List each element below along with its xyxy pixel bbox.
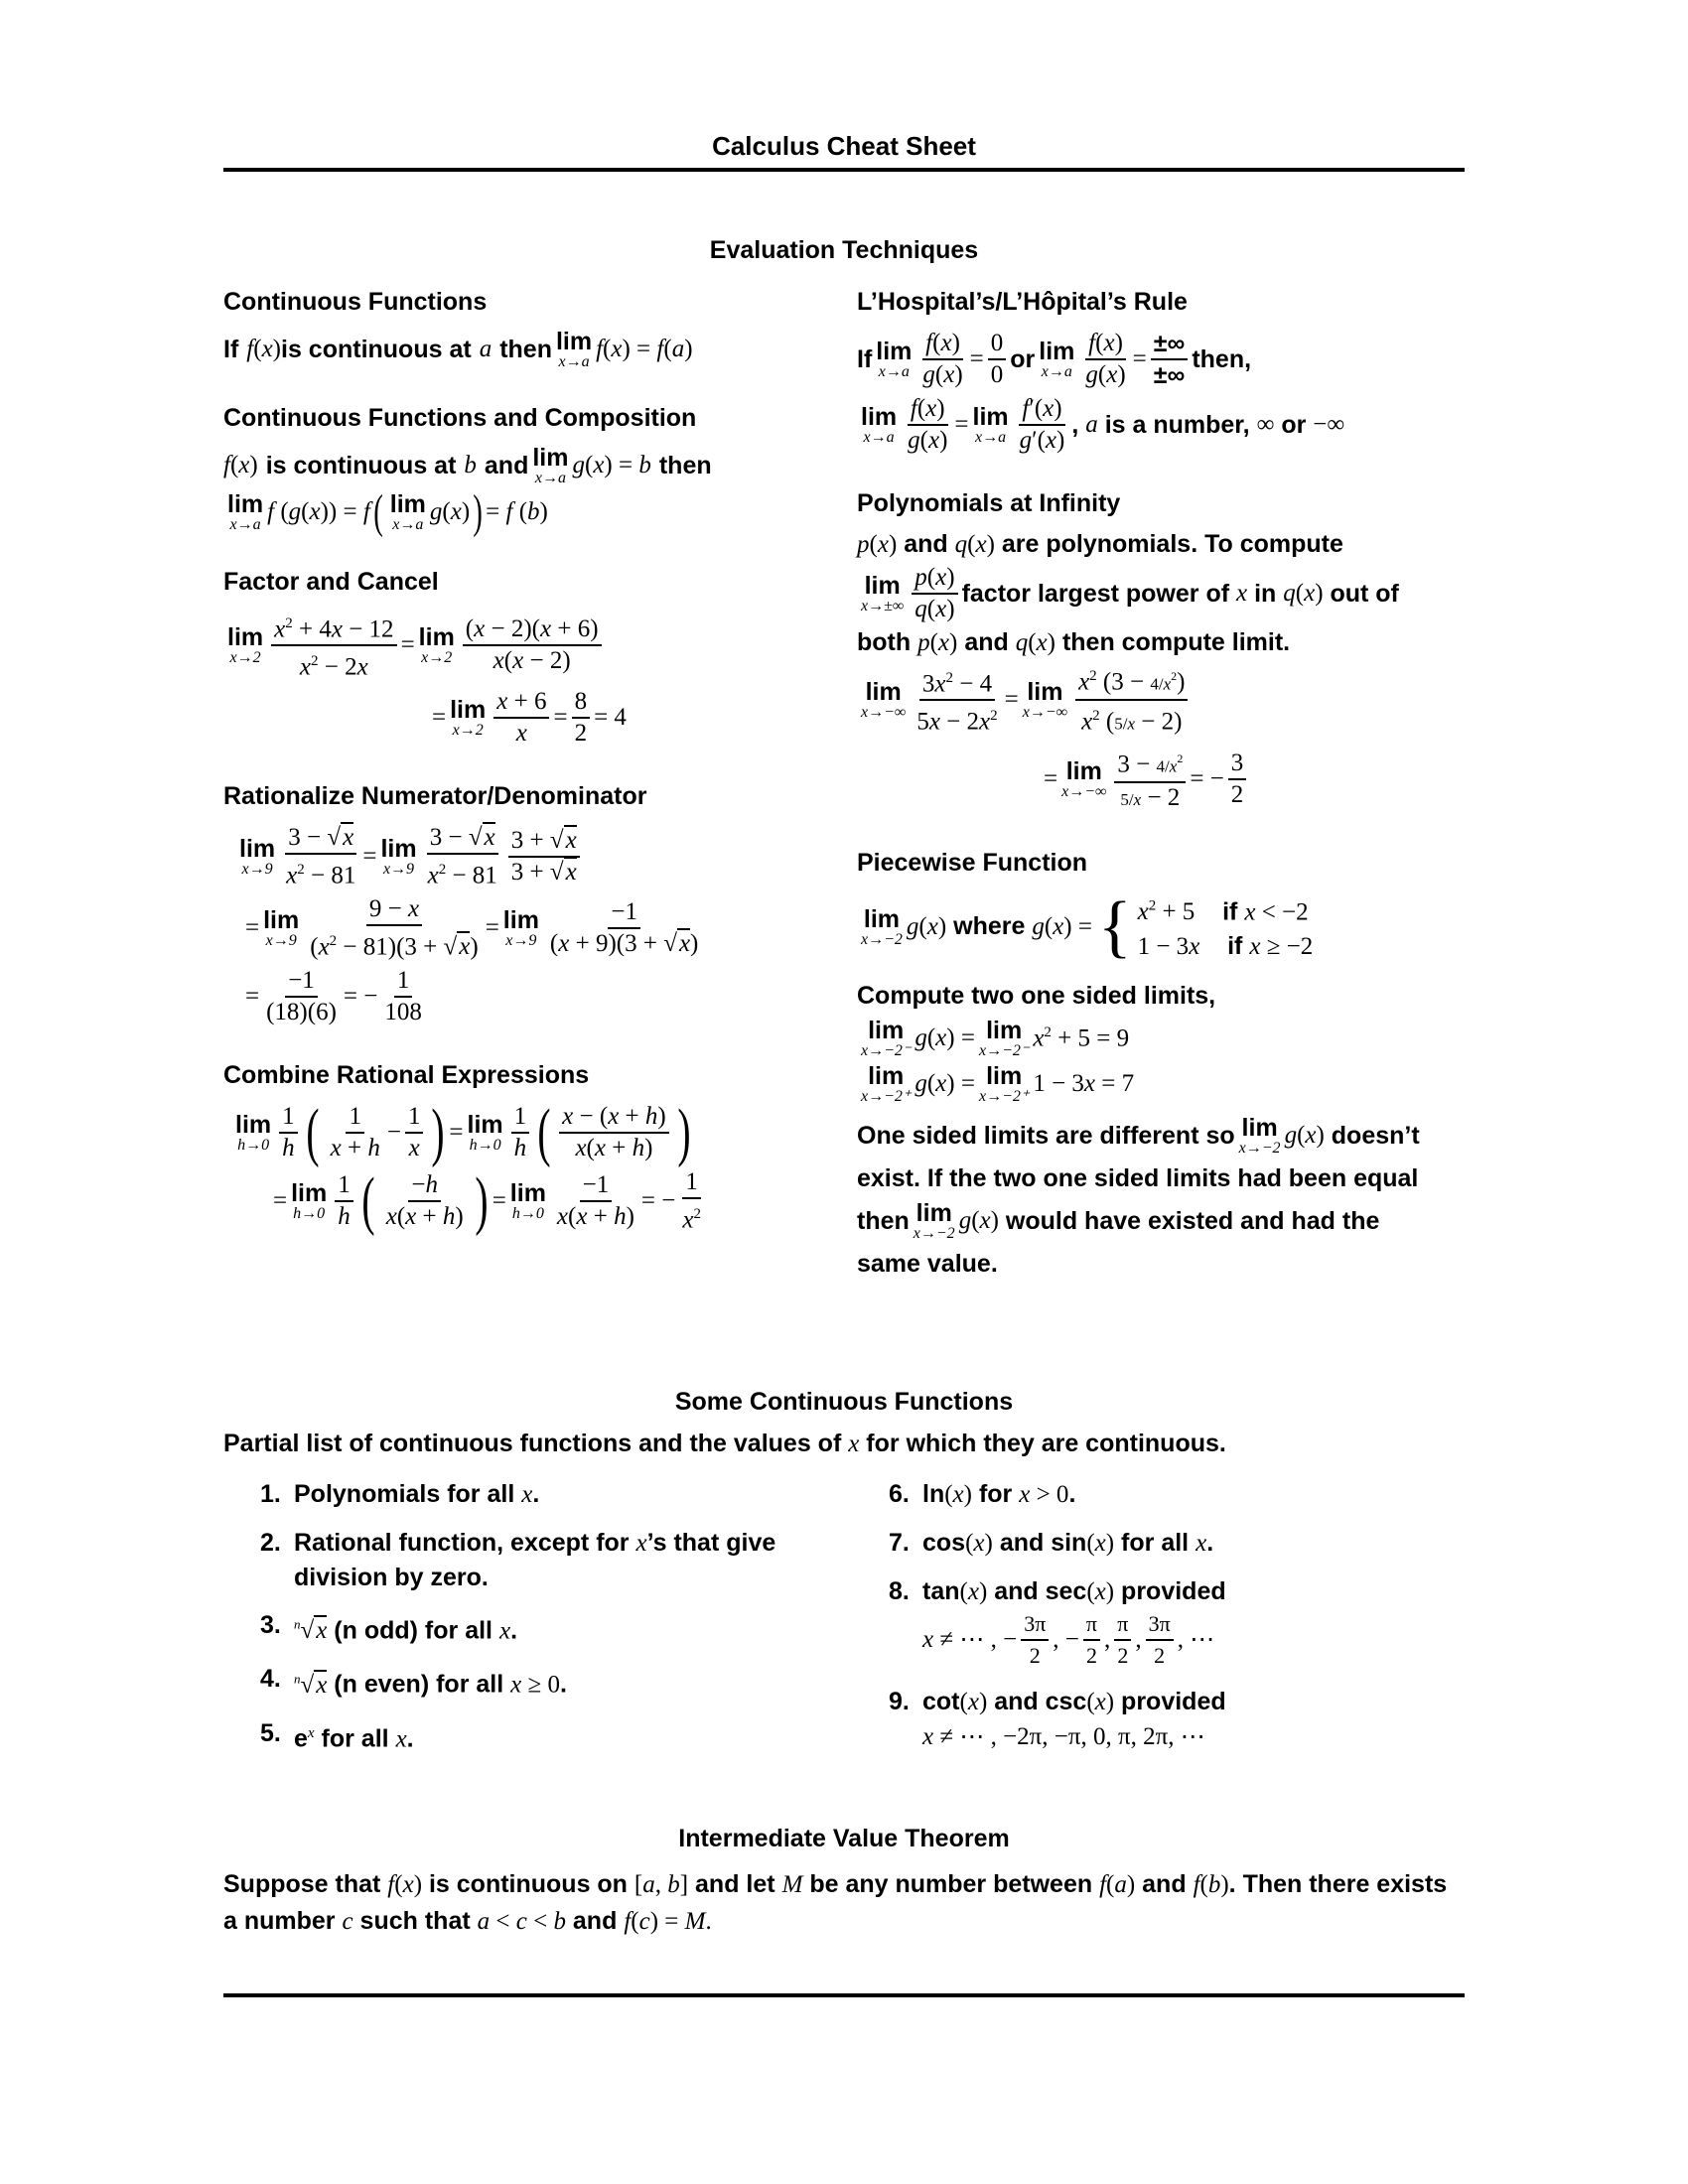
fraction: $\frac{f(x)}{g(x)}$ xyxy=(908,395,948,454)
rationalize-line-2 xyxy=(223,894,829,962)
factor-cancel-line-2 xyxy=(223,687,829,749)
fraction: $\frac{(x - 2)(x + 6)}{x(x - 2)}$ xyxy=(463,614,602,676)
poly-infinity-line-4 xyxy=(857,661,1465,740)
list-item: 6. ln(x) for x > 0. xyxy=(889,1480,1076,1508)
math-expr: q(x) xyxy=(1015,628,1055,656)
piecewise-conclusion-3 xyxy=(857,1200,1465,1242)
rationalize-line-3 xyxy=(223,966,829,1027)
lim-sub: x→9 xyxy=(505,932,537,950)
text-conclusion: then xyxy=(857,1206,910,1235)
equals: = − xyxy=(640,1187,676,1215)
text-out-of: out of xyxy=(1330,579,1399,608)
text-if: If xyxy=(857,344,873,373)
lim-word: lim xyxy=(291,1179,328,1208)
fraction: $\frac{1}{h}$ xyxy=(511,1102,530,1163)
paren-right: ) xyxy=(475,1164,489,1238)
limit-operator xyxy=(861,573,904,614)
limit-operator xyxy=(914,1200,955,1242)
limit-operator xyxy=(227,624,263,666)
lim-word: lim xyxy=(861,403,898,431)
equals: = xyxy=(273,1187,288,1215)
list-item: 3. $^n$√x (n odd) for all x. xyxy=(260,1611,518,1645)
math-expr: f(x) = f(a) xyxy=(596,336,693,362)
math-expr: g(x) = xyxy=(914,1070,975,1098)
intro-text: Partial list of continuous functions and the values of xyxy=(223,1430,842,1457)
combine-line-2 xyxy=(223,1164,829,1238)
piecewise-conclusion-2: exist. If the two one sided limits had been equal xyxy=(857,1164,1419,1193)
fraction: $\frac{f(x)}{g(x)}$ xyxy=(1085,330,1126,388)
combine-block xyxy=(223,1061,829,1238)
fraction: $\frac{1}{x + h}$ xyxy=(330,1103,380,1162)
limit-operator xyxy=(380,836,416,878)
math-x: x xyxy=(1236,580,1248,607)
fraction: $\frac{f'(x)}{g'(x)}$ xyxy=(1019,395,1065,454)
text-cont-at: is continuous at xyxy=(265,451,457,479)
piecewise-compute-text: Compute two one sided limits, xyxy=(857,982,1216,1011)
text-then: then, xyxy=(1192,344,1252,373)
paren-right: ) xyxy=(677,1096,691,1169)
lim-sub: x→a xyxy=(975,429,1007,446)
equals: = xyxy=(432,703,447,731)
limit-operator xyxy=(861,404,897,446)
text-conclusion: would have existed and had the xyxy=(1005,1206,1380,1235)
composition-heading: Continuous Functions and Composition xyxy=(223,404,697,432)
fraction: $\frac{-h}{x(x + h)}$ xyxy=(385,1171,464,1231)
lim-sub: x→−2⁻ xyxy=(861,1042,912,1060)
text-both: both xyxy=(857,628,912,656)
rationalize-heading: Rationalize Numerator/Denominator xyxy=(223,781,647,810)
lim-sub: x→a xyxy=(392,516,424,533)
minus: − xyxy=(386,1119,401,1147)
math-expr: 1 − 3x = 7 xyxy=(1033,1070,1135,1098)
piecewise-cases xyxy=(1138,889,1314,964)
fraction: $\frac{-1}{x(x + h)}$ xyxy=(556,1171,634,1231)
lim-sub: x→a xyxy=(229,516,261,533)
limit-operator xyxy=(263,907,299,949)
paren-left: ( xyxy=(537,1096,551,1169)
fraction: $\frac{3}{2}$ xyxy=(1228,749,1247,810)
lim-word: lim xyxy=(986,1062,1023,1091)
continuous-intro xyxy=(223,1430,1465,1458)
brace-icon: { xyxy=(1097,887,1132,965)
factor-cancel-block xyxy=(223,568,829,749)
limit-operator xyxy=(227,491,263,533)
fraction: $\frac{8}{2}$ xyxy=(572,687,591,749)
math-x: x xyxy=(261,336,273,362)
poly-infinity-line-5 xyxy=(857,744,1465,815)
equals: = xyxy=(1044,764,1058,792)
lim-word: lim xyxy=(509,1179,546,1208)
lim-word: lim xyxy=(1065,756,1102,785)
lhospital-block xyxy=(857,288,1465,456)
lhospital-line-1 xyxy=(857,329,1465,390)
limit-operator xyxy=(419,624,455,666)
continuous-list-left xyxy=(260,1477,816,1770)
fraction: $\frac{x + 6}{x}$ xyxy=(493,687,549,749)
case-2: 1 − 3x if x ≥ −2 xyxy=(1137,932,1314,961)
equals: = xyxy=(400,631,415,659)
paren-left: ( xyxy=(372,485,383,538)
lim-sub: h→0 xyxy=(237,1137,270,1155)
lim-word: lim xyxy=(467,1111,503,1140)
fraction: $\frac{-1}{(18)(6)}$ xyxy=(266,967,337,1026)
equals: = − xyxy=(343,983,378,1011)
text-are-poly: are polynomials. To compute xyxy=(1001,530,1343,558)
math-expr: p(x) xyxy=(857,530,898,558)
math-paren: ) xyxy=(272,336,281,362)
math-expr: g(x) = b xyxy=(572,452,651,478)
limit-operator xyxy=(979,1063,1029,1105)
text-and: and xyxy=(904,530,948,558)
composition-block xyxy=(223,404,829,538)
limit-operator xyxy=(510,1180,546,1222)
equals: = xyxy=(954,411,969,438)
fraction: $\frac{1}{x^2}$ xyxy=(682,1168,701,1234)
piecewise-right-limit xyxy=(857,1063,1465,1105)
fraction: $\frac{3 + √x}{3 + √x}$ xyxy=(508,826,580,887)
lim-word: lim xyxy=(865,678,902,707)
equals: = xyxy=(245,983,260,1011)
text-then: then xyxy=(499,335,552,363)
piecewise-left-limit xyxy=(857,1018,1465,1059)
fraction: $\frac{3x^2 - 4}{5x - 2x^2}$ xyxy=(914,663,1000,738)
limit-operator xyxy=(861,679,906,721)
lim-word: lim xyxy=(450,695,487,724)
lim-word: lim xyxy=(868,1017,905,1045)
limit-operator xyxy=(468,1112,503,1154)
fraction: $\frac{x - (x + h)}{x(x + h)}$ xyxy=(559,1102,669,1163)
lim-sub: x→2 xyxy=(229,649,261,667)
lim-sub: x→−2⁺ xyxy=(861,1088,912,1106)
equals: = xyxy=(553,703,568,731)
math-expr: g(x) xyxy=(906,912,947,940)
lim-sub: x→−∞ xyxy=(1022,704,1068,722)
lim-sub: x→±∞ xyxy=(861,598,905,614)
lim-sub: h→0 xyxy=(469,1137,501,1155)
lim-word: lim xyxy=(389,490,426,518)
text-compute: then compute limit. xyxy=(1061,628,1291,656)
math-expr: g(x) xyxy=(429,498,471,525)
continuous-functions-block xyxy=(223,288,829,370)
list-item: 1. Polynomials for all x. xyxy=(260,1480,540,1508)
fraction: $\frac{1}{108}$ xyxy=(384,967,422,1026)
limit-operator xyxy=(390,491,426,533)
lim-word: lim xyxy=(868,1062,905,1091)
list-item: 4. $^n$√x (n even) for all x ≥ 0. xyxy=(260,1665,567,1699)
limit-operator xyxy=(973,404,1009,446)
math-expr: g(x) xyxy=(958,1207,999,1235)
fraction: $\frac{x^2 + 4x - 12}{x^2 - 2x}$ xyxy=(271,609,396,683)
math-fx: f xyxy=(246,336,254,362)
lim-sub: x→a xyxy=(534,470,566,486)
section-title-ivt: Intermediate Value Theorem xyxy=(678,1825,1010,1852)
math-expr: $x^2 + 5 = 9$ xyxy=(1033,1024,1130,1052)
text-and: and xyxy=(964,628,1009,656)
math-b: b xyxy=(464,452,477,478)
combine-line-1 xyxy=(223,1096,829,1169)
poly-infinity-block xyxy=(857,489,1465,815)
math-expr: g(x) xyxy=(1284,1122,1325,1150)
lim-sub: x→−∞ xyxy=(1061,782,1107,800)
lim-sub: h→0 xyxy=(511,1205,544,1223)
case-1: $x^2 + 5$ if x < −2 xyxy=(1137,897,1309,926)
limit-operator xyxy=(861,1018,911,1059)
poly-infinity-line-1 xyxy=(857,530,1465,559)
equals: = xyxy=(485,914,499,942)
lim-word: lim xyxy=(915,1199,952,1228)
list-item: 2. Rational function, except for x’s that give division by zero. xyxy=(260,1529,776,1591)
left-column xyxy=(223,288,829,1270)
text-conclusion: doesn’t xyxy=(1331,1121,1420,1150)
lim-word: lim xyxy=(986,1017,1023,1045)
equals: = xyxy=(1004,686,1019,714)
math-expr: q(x) xyxy=(1283,580,1324,607)
math-expr: f (g(x)) = f xyxy=(267,498,370,525)
lim-sub: x→9 xyxy=(241,860,273,878)
list-item: 9. cot(x) and csc(x) provided x ≠ ⋯ , −2π, −π, 0, π, 2π, ⋯ xyxy=(889,1688,1226,1750)
list-item: 7. cos(x) and sin(x) for all x. xyxy=(889,1529,1214,1557)
math-expr: g(x) = xyxy=(1032,912,1092,940)
fraction: $\frac{1}{h}$ xyxy=(279,1102,298,1163)
lim-sub: x→−∞ xyxy=(861,704,907,722)
lim-sub: x→a xyxy=(863,429,895,446)
equals: = xyxy=(1132,345,1147,372)
text-conclusion: One sided limits are different so xyxy=(857,1121,1235,1150)
text-then: then xyxy=(658,451,712,479)
equals: = xyxy=(245,914,260,942)
piecewise-conclusion-4: same value. xyxy=(857,1250,998,1279)
continuous-functions-heading: Continuous Functions xyxy=(223,288,488,316)
lim-word: lim xyxy=(876,338,913,365)
text-in: in xyxy=(1254,579,1277,608)
math-a: a xyxy=(1085,411,1098,438)
limit-operator xyxy=(1023,679,1067,721)
rationalize-block xyxy=(223,782,829,1028)
ivt-statement: Suppose that f(x) is continuous on [a, b] and let M be any number between f(a) and f(b). Then there exists a number c such that a < c < b and f(c) = M. xyxy=(223,1870,1448,1935)
text-and: and xyxy=(484,451,529,479)
lim-word: lim xyxy=(863,904,901,933)
lim-word: lim xyxy=(263,906,300,935)
lim-sub: x→−2⁻ xyxy=(978,1042,1030,1060)
limit-operator xyxy=(876,339,912,380)
lim-word: lim xyxy=(555,328,593,355)
top-divider xyxy=(223,168,1465,172)
bottom-divider xyxy=(223,1993,1465,1997)
lim-word: lim xyxy=(227,490,264,518)
lim-sub: x→−2⁺ xyxy=(978,1088,1030,1106)
math-expr: = f (b) xyxy=(486,498,548,525)
neg-infinity: −∞ xyxy=(1313,411,1345,438)
fraction: $\frac{3 - √x}{x^2 - 81}$ xyxy=(427,823,497,888)
lim-sub: h→0 xyxy=(293,1205,326,1223)
text-where: where xyxy=(953,912,1026,941)
lim-word: lim xyxy=(235,1111,272,1140)
fraction: $\frac{f(x)}{g(x)}$ xyxy=(922,330,963,388)
fraction: $\frac{3 - 4/x^2}{5/x - 2}$ xyxy=(1114,744,1186,815)
limit-operator xyxy=(861,1063,911,1105)
fraction: $\frac{0}{0}$ xyxy=(988,329,1007,390)
continuous-functions-statement xyxy=(223,329,829,370)
lim-word: lim xyxy=(532,444,569,472)
limit-operator xyxy=(1061,758,1106,800)
lim-sub: x→9 xyxy=(265,932,297,950)
limit-operator xyxy=(503,907,539,949)
factor-cancel-line-1 xyxy=(223,609,829,683)
paren-left: ( xyxy=(306,1096,320,1169)
lim-sub: x→a xyxy=(878,363,910,380)
fraction: $\frac{p(x)}{q(x)}$ xyxy=(912,563,957,624)
fraction: $\frac{\pm\infty}{\pm\infty}$ xyxy=(1151,329,1189,390)
right-column xyxy=(857,288,1465,1315)
paren-right: ) xyxy=(431,1096,446,1169)
intro-text: for which they are continuous. xyxy=(866,1430,1226,1457)
list-item: 5. $e^x$ for all x. xyxy=(260,1718,414,1752)
page-title: Calculus Cheat Sheet xyxy=(712,131,976,161)
equals: = − xyxy=(1190,764,1224,792)
equals: = xyxy=(969,345,984,372)
equals-result: = 4 xyxy=(594,703,627,731)
section-title-evaluation: Evaluation Techniques xyxy=(709,236,979,264)
fraction: $\frac{1}{h}$ xyxy=(335,1170,353,1232)
fraction: $\frac{x^2 (3 - 4/x^2)}{x^2 (5/x - 2)}$ xyxy=(1075,661,1188,740)
lim-word: lim xyxy=(1241,1114,1278,1143)
lim-word: lim xyxy=(972,403,1009,431)
lim-word: lim xyxy=(418,623,455,652)
lim-sub: x→a xyxy=(558,353,590,370)
math-x: x xyxy=(848,1431,860,1457)
composition-statement xyxy=(223,445,829,486)
text-if: If xyxy=(223,335,239,363)
fraction: $\frac{3 - √x}{x^2 - 81}$ xyxy=(286,823,356,888)
equals: = xyxy=(362,842,377,870)
piecewise-definition xyxy=(857,889,1465,964)
lim-word: lim xyxy=(380,834,417,863)
poly-infinity-heading: Polynomials at Infinity xyxy=(857,489,1121,517)
lim-word: lim xyxy=(239,834,276,863)
math-expr: g(x) = xyxy=(914,1024,975,1052)
composition-formula xyxy=(223,485,829,538)
lim-word: lim xyxy=(1027,678,1063,707)
lim-sub: x→2 xyxy=(452,721,484,739)
text-or: or xyxy=(1281,410,1307,439)
text-or: or xyxy=(1010,344,1036,373)
fraction: $\frac{1}{x}$ xyxy=(405,1102,424,1163)
section-title-some-continuous: Some Continuous Functions xyxy=(674,1388,1014,1416)
math-paren: ( xyxy=(253,336,262,362)
limit-operator xyxy=(291,1180,327,1222)
lim-sub: x→a xyxy=(1041,363,1072,380)
limit-operator xyxy=(556,329,592,370)
list-item: 8. tan(x) and sec(x) provided x ≠ ⋯ , − $\frac{3\pi}{2}$ , − $\frac{\pi}{2}$ , $\frac{\pi}{2}$ , $\frac{3\pi}{2}$ , ⋯ xyxy=(889,1577,1226,1668)
piecewise-conclusion-1 xyxy=(857,1115,1465,1157)
equals: = xyxy=(492,1187,506,1215)
lim-sub: x→−2 xyxy=(1238,1140,1281,1158)
infinity: ∞ xyxy=(1256,411,1275,438)
limit-operator xyxy=(235,1112,271,1154)
limit-operator xyxy=(450,697,486,739)
lhospital-line-2: lim x→a $\frac{f(x)}{g(x)}$ = lim x→a $\frac{f'(x)}{g'(x)}$ , a is a number, ∞ or −∞ xyxy=(861,395,1345,454)
lim-sub: x→−2 xyxy=(861,930,903,948)
math-expr: q(x) xyxy=(954,530,995,558)
limit-operator xyxy=(979,1018,1029,1059)
lim-sub: x→9 xyxy=(382,860,415,878)
lhospital-heading: L’Hospital’s/L’Hôpital’s Rule xyxy=(857,288,1188,316)
lim-word: lim xyxy=(864,572,901,600)
text-cont-at: is continuous at xyxy=(281,335,472,363)
lim-sub: x→−2 xyxy=(913,1225,955,1243)
limit-operator xyxy=(239,836,275,878)
lim-sub: x→2 xyxy=(421,649,453,667)
rationalize-line-1 xyxy=(223,823,829,890)
text-number: is a number, xyxy=(1104,410,1250,439)
limit-operator xyxy=(861,906,903,948)
lim-word: lim xyxy=(1039,338,1075,365)
lim-word: lim xyxy=(227,623,264,652)
limit-operator xyxy=(1239,1115,1281,1157)
piecewise-heading: Piecewise Function xyxy=(857,848,1088,877)
combine-heading: Combine Rational Expressions xyxy=(223,1061,590,1090)
paren-right: ) xyxy=(473,485,483,538)
piecewise-block xyxy=(857,849,1465,1282)
math-a: a xyxy=(479,336,492,362)
poly-infinity-line-2 xyxy=(857,563,1465,624)
limit-operator xyxy=(1039,339,1074,380)
fraction: $\frac{-1}{(x + 9)(3 + √x)}$ xyxy=(549,898,699,958)
factor-cancel-heading: Factor and Cancel xyxy=(223,568,439,596)
paren-left: ( xyxy=(361,1164,375,1238)
poly-infinity-line-3 xyxy=(857,628,1465,657)
text-factor: factor largest power of xyxy=(961,579,1230,608)
math-expr: p(x) xyxy=(917,628,958,656)
fraction: $\frac{9 - x}{(x^2 - 81)(3 + √x)}$ xyxy=(310,894,479,961)
math-expr: f(x) xyxy=(223,452,258,478)
limit-operator xyxy=(532,445,568,486)
lim-word: lim xyxy=(502,906,539,935)
equals: = xyxy=(449,1119,464,1147)
continuous-list-right xyxy=(889,1477,1445,1768)
